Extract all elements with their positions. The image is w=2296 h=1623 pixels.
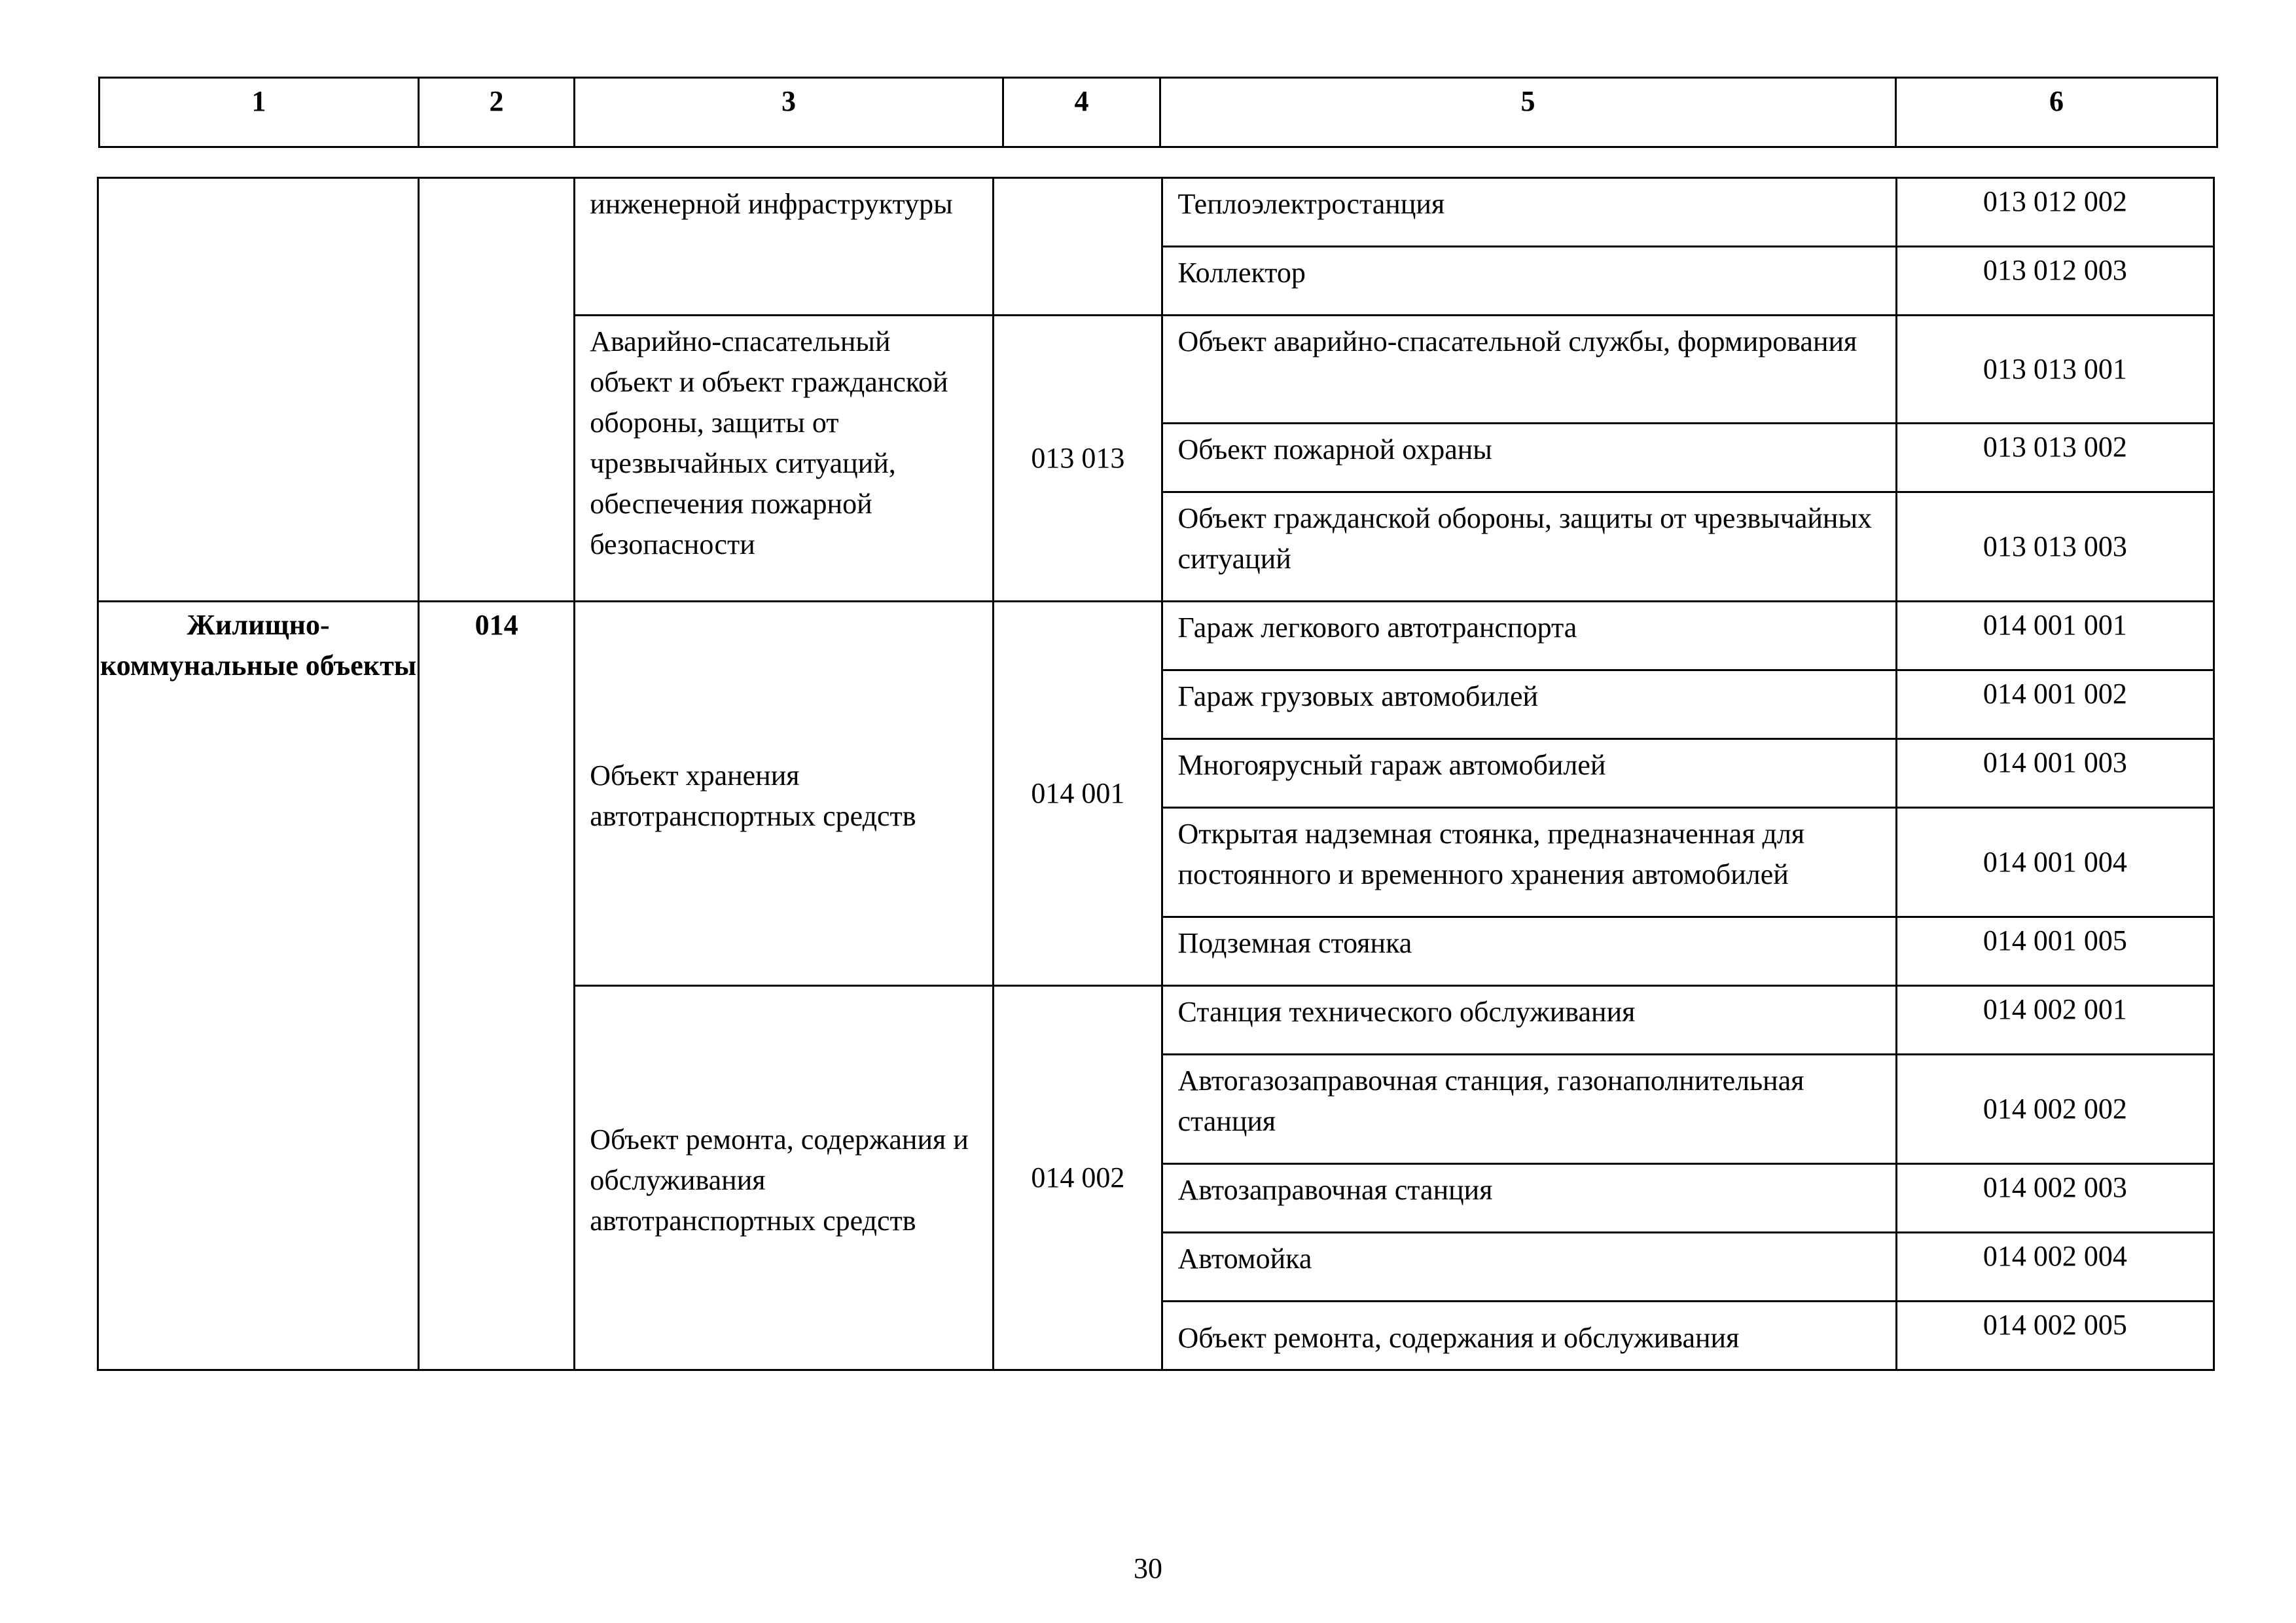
group-code-cell-empty — [419, 178, 575, 602]
subgroup-code: 013 013 — [994, 316, 1162, 602]
item-name: Объект гражданской обороны, защиты от чрезвычайных ситуаций — [1162, 492, 1896, 602]
column-number: 1 — [99, 78, 419, 147]
item-name: Открытая надземная стоянка, предназначенная для постоянного и временного хранения автомобилей — [1162, 808, 1896, 917]
column-number: 6 — [1896, 78, 2217, 147]
table-row — [98, 178, 2214, 247]
group-name: Жилищно-коммунальные объекты — [98, 602, 419, 1370]
column-number: 4 — [1003, 78, 1160, 147]
subgroup-code-empty — [994, 178, 1162, 316]
item-name: Автогазозаправочная станция, газонаполнительная станция — [1162, 1055, 1896, 1164]
item-name: Объект аварийно-спасательной службы, формирования — [1162, 316, 1896, 424]
item-name: Объект пожарной охраны — [1162, 424, 1896, 492]
item-code: 014 001 005 — [1896, 917, 2214, 986]
item-name: Объект ремонта, содержания и обслуживания — [1162, 1302, 1896, 1370]
item-name: Станция технического обслуживания — [1162, 986, 1896, 1055]
group-cell-empty — [98, 178, 419, 602]
item-code: 014 001 001 — [1896, 602, 2214, 670]
item-code: 014 002 003 — [1896, 1164, 2214, 1233]
column-header-table — [98, 77, 2218, 148]
item-name: Гараж легкового автотранспорта — [1162, 602, 1896, 670]
item-name: Подземная стоянка — [1162, 917, 1896, 986]
subgroup-name: Объект хранения автотранспортных средств — [575, 602, 994, 986]
item-code: 014 001 004 — [1896, 808, 2214, 917]
item-code: 014 001 003 — [1896, 739, 2214, 808]
classifier-table — [97, 177, 2215, 1371]
subgroup-name: инженерной инфраструктуры — [575, 178, 994, 316]
column-number: 5 — [1160, 78, 1896, 147]
item-code: 013 013 001 — [1896, 316, 2214, 424]
item-code: 014 002 002 — [1896, 1055, 2214, 1164]
column-number: 3 — [575, 78, 1003, 147]
subgroup-name: Аварийно-спасательный объект и объект гражданской обороны, защиты от чрезвычайных ситуаций, обеспечения пожарной безопасности — [575, 316, 994, 602]
table-row — [98, 602, 2214, 670]
group-code: 014 — [419, 602, 575, 1370]
item-name: Коллектор — [1162, 247, 1896, 316]
item-code: 014 002 004 — [1896, 1233, 2214, 1302]
column-number: 2 — [419, 78, 575, 147]
item-name: Многоярусный гараж автомобилей — [1162, 739, 1896, 808]
item-code: 014 001 002 — [1896, 670, 2214, 739]
item-name: Гараж грузовых автомобилей — [1162, 670, 1896, 739]
column-number-row — [99, 78, 2217, 147]
item-code: 013 013 003 — [1896, 492, 2214, 602]
item-code: 013 013 002 — [1896, 424, 2214, 492]
item-code: 014 002 005 — [1896, 1302, 2214, 1370]
subgroup-code: 014 002 — [994, 986, 1162, 1370]
item-name: Автозаправочная станция — [1162, 1164, 1896, 1233]
item-name: Теплоэлектростанция — [1162, 178, 1896, 247]
item-name: Автомойка — [1162, 1233, 1896, 1302]
page-number: 30 — [1134, 1552, 1162, 1584]
subgroup-name: Объект ремонта, содержания и обслуживания автотранспортных средств — [575, 986, 994, 1370]
item-code: 013 012 003 — [1896, 247, 2214, 316]
item-code: 013 012 002 — [1896, 178, 2214, 247]
item-code: 014 002 001 — [1896, 986, 2214, 1055]
subgroup-code: 014 001 — [994, 602, 1162, 986]
